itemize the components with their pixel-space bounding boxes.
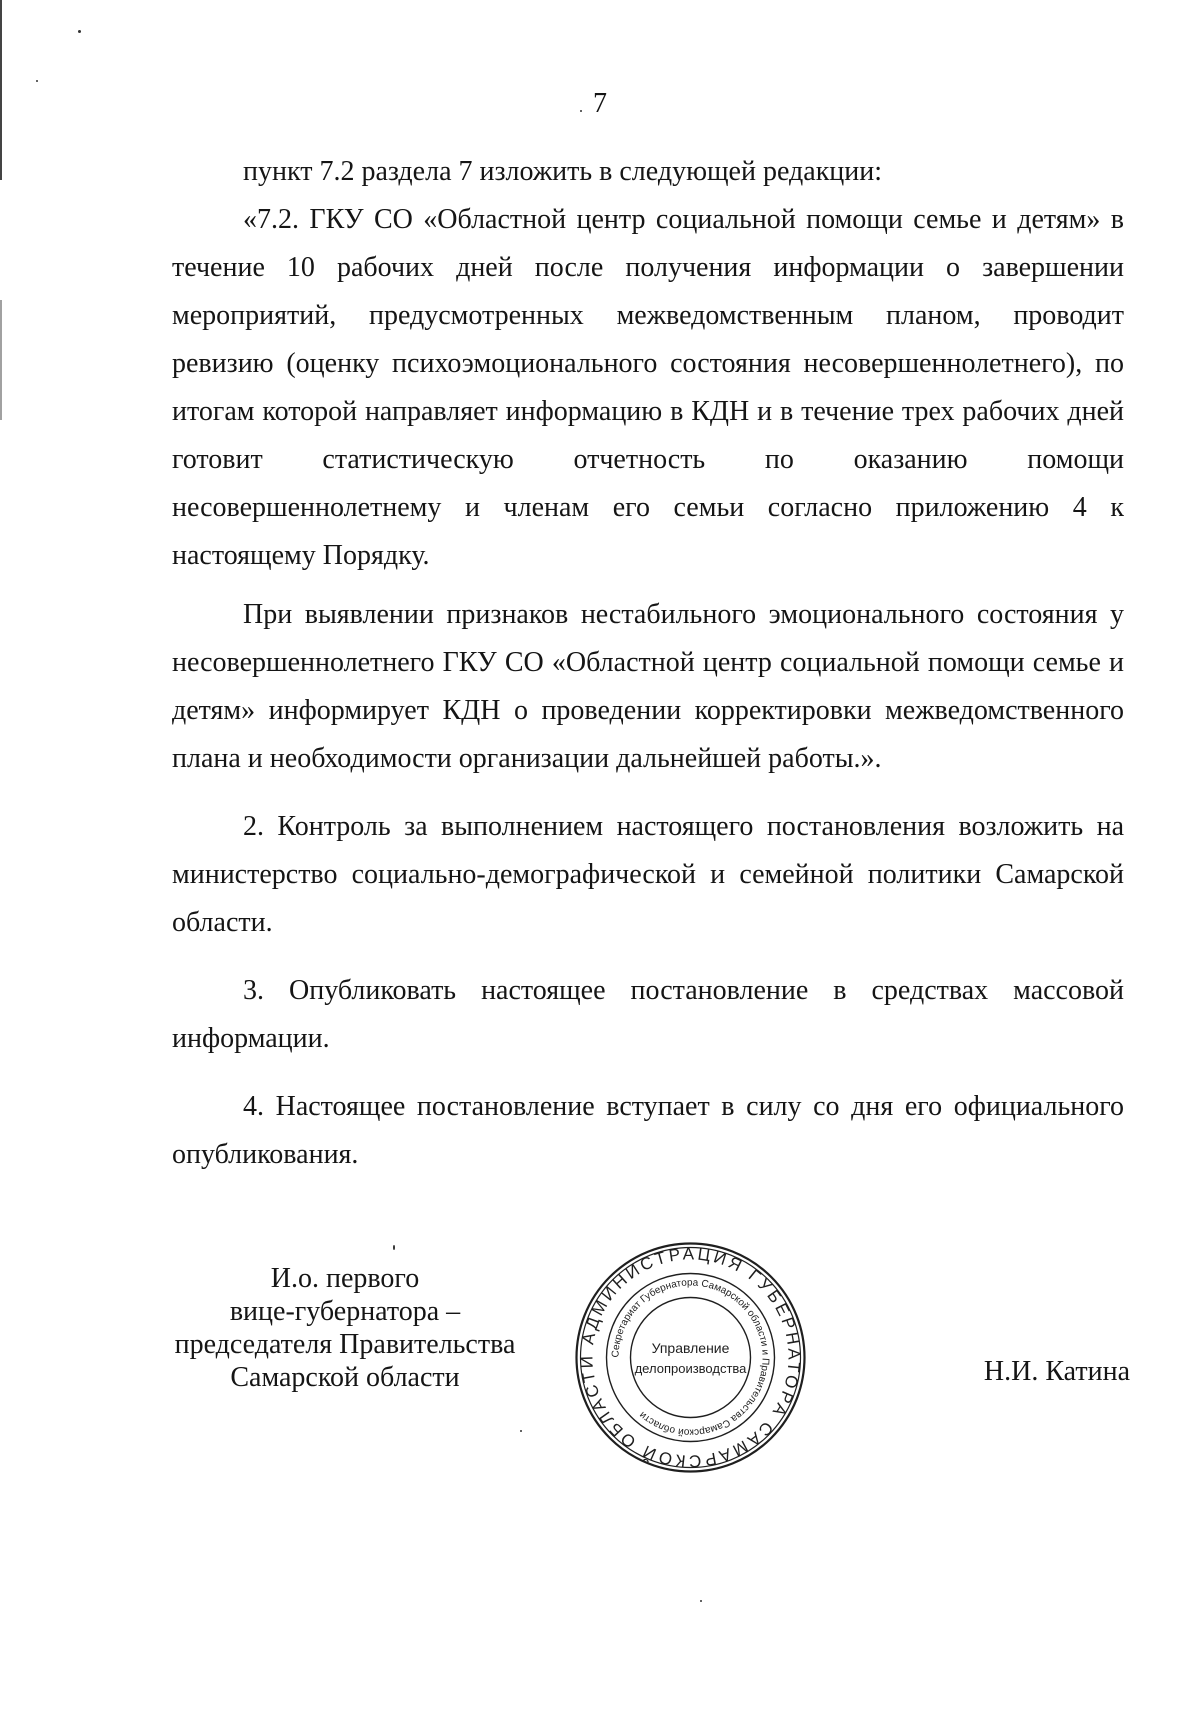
stamp-center-line-2: делопроизводства xyxy=(634,1361,747,1376)
body-text xyxy=(172,148,1124,1179)
signatory-title xyxy=(165,1262,525,1394)
paragraph-instability-signs: При выявлении признаков нестабильного эмоционального состояния у несовершеннолетнего ГКУ СО «Областной центр социальной помощи семье и детям» информирует КДН о проведении корректировки межведомственного плана и необходимости организации дальнейшей работы.». xyxy=(172,599,1124,774)
scan-speck xyxy=(393,1245,395,1250)
scan-speck xyxy=(520,1430,522,1432)
scan-speck xyxy=(78,30,81,33)
scan-edge-mark xyxy=(0,0,2,180)
scan-speck xyxy=(580,110,582,112)
svg-text:Секретариат Губернатора Самарс xyxy=(610,1277,770,1437)
paragraph-item-4-effect: 4. Настоящее постановление вступает в силу со дня его официального опубликования. xyxy=(172,1091,1124,1170)
scan-edge-mark xyxy=(0,300,2,420)
paragraph-item-2-control: 2. Контроль за выполнением настоящего постановления возложить на министерство социально-демографической и семейной политики Самарской области. xyxy=(172,811,1124,938)
signatory-title-line: вице-губернатора – xyxy=(229,1296,461,1327)
signatory-title-line: Самарской области xyxy=(230,1362,460,1393)
scan-speck xyxy=(36,80,38,82)
signatory-title-line: председателя Правительства xyxy=(174,1329,516,1360)
stamp-inner-text: Секретариат Губернатора Самарской области и Правительства Самарской области xyxy=(610,1277,771,1438)
signatory-name: Н.И. Катина xyxy=(983,1356,1130,1387)
official-stamp xyxy=(573,1240,808,1475)
paragraph-item-3-publish: 3. Опубликовать настоящее постановление в средствах массовой информации. xyxy=(172,975,1124,1054)
paragraph-amendment-intro: пункт 7.2 раздела 7 изложить в следующей редакции: xyxy=(243,156,883,187)
signatory-title-line: И.о. первого xyxy=(270,1263,420,1294)
stamp-outer-text: АДМИНИСТРАЦИЯ ГУБЕРНАТОРА САМАРСКОЙ ОБЛАСТИ xyxy=(577,1244,804,1471)
stamp-center-line-1: Управление xyxy=(651,1340,730,1356)
page-number: 7 xyxy=(593,88,607,119)
scan-speck xyxy=(700,1600,702,1602)
paragraph-item-7-2: «7.2. ГКУ СО «Областной центр социальной помощи семье и детям» в течение 10 рабочих дней после получения информации о завершении мероприятий, предусмотренных межведомственным планом, проводит ревизию (оценку психоэмоционального состояния несовершеннолетнего), по итогам которой направляет информацию в КДН и в течение трех рабочих дней готовит статистическую отчетность по оказанию помощи несовершеннолетнему и членам его семьи согласно приложению 4 к настоящему Порядку. xyxy=(172,204,1124,571)
